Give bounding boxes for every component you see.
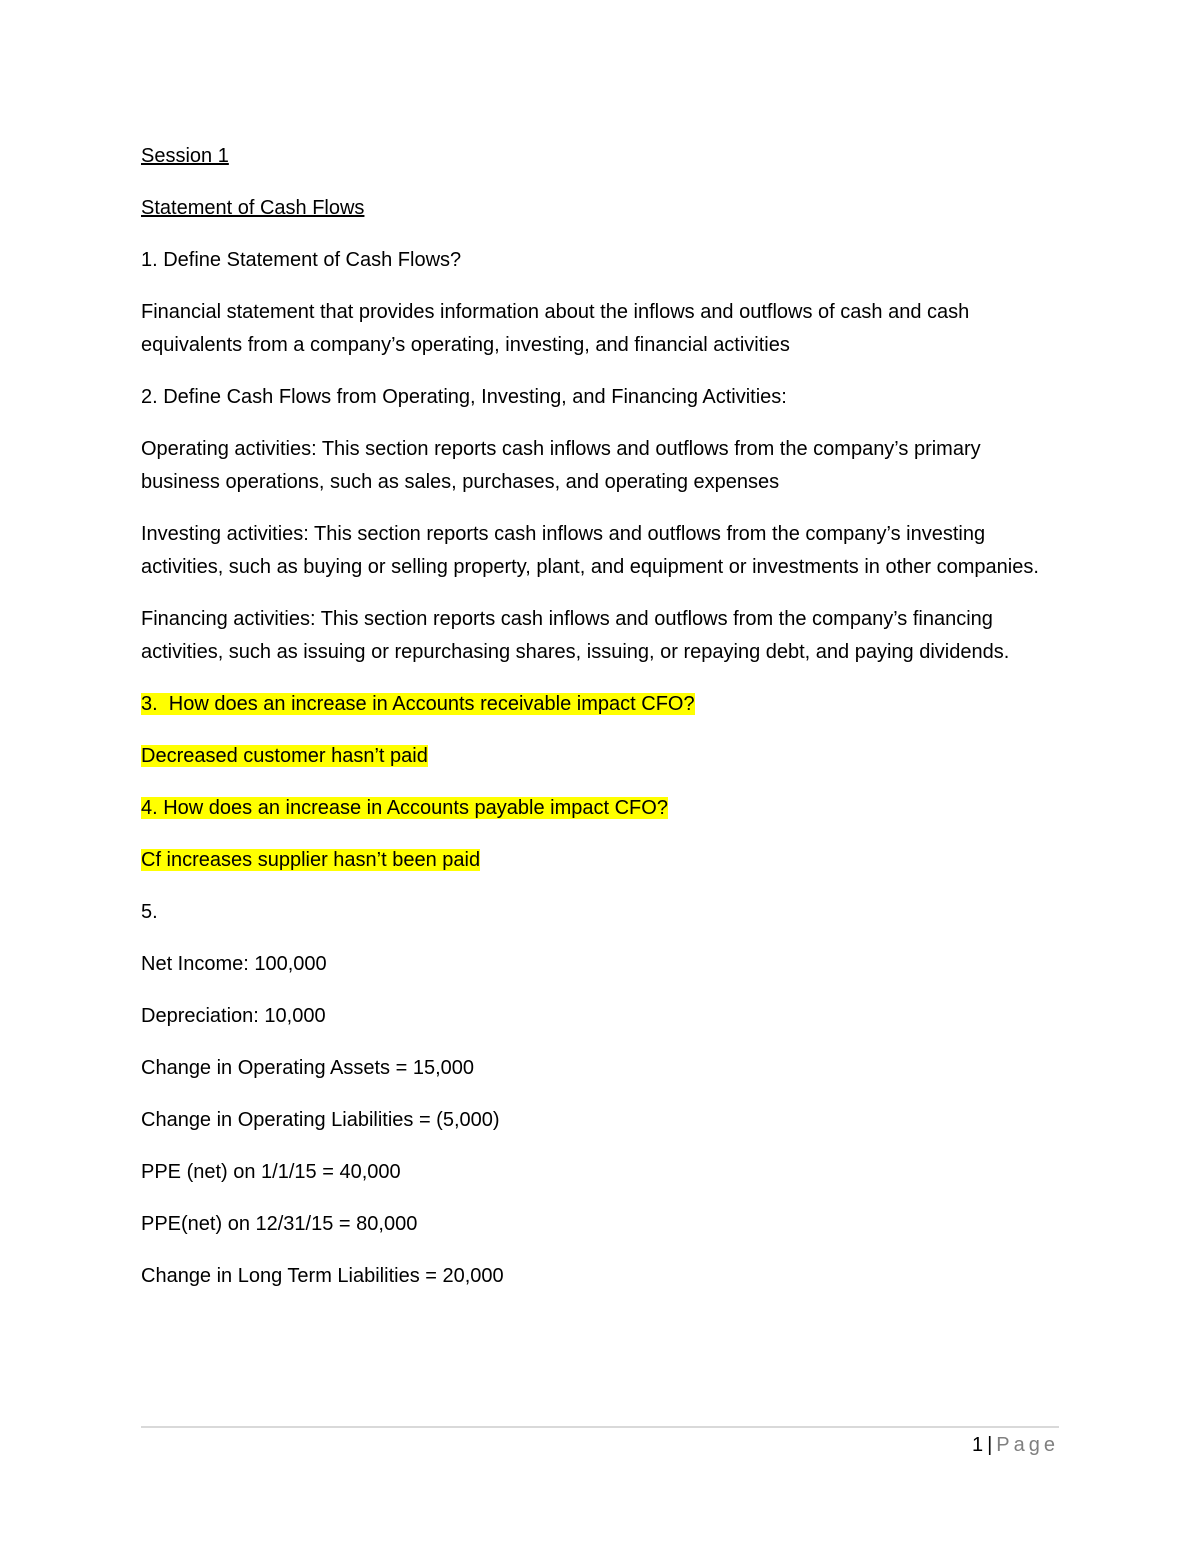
session-heading: Session 1 (141, 145, 229, 167)
item-ppe-end: PPE(net) on 12/31/15 = 80,000 (141, 1213, 418, 1235)
document-body (141, 140, 1061, 1312)
page-label: Page (996, 1434, 1059, 1456)
answer-3: Decreased customer hasn’t paid (141, 745, 428, 767)
question-3: 3. How does an increase in Accounts receivable impact CFO? (141, 693, 695, 715)
item-depreciation: Depreciation: 10,000 (141, 1005, 326, 1027)
answer-1: Financial statement that provides information about the inflows and outflows of cash and cash equivalents from a company’s operating, investing, and financial activities (141, 301, 975, 356)
investing-activities: Investing activities: This section reports cash inflows and outflows from the company’s investing activities, such as buying or selling property, plant, and equipment or investments in other companies. (141, 523, 1039, 578)
page-number: 1 (971, 1434, 984, 1456)
question-4: 4. How does an increase in Accounts payable impact CFO? (141, 797, 668, 819)
answer-4: Cf increases supplier hasn’t been paid (141, 849, 481, 871)
item-ppe-start: PPE (net) on 1/1/15 = 40,000 (141, 1161, 401, 1183)
page-footer (972, 1430, 1059, 1460)
footer-separator: | (987, 1434, 993, 1456)
question-5: 5. (141, 901, 158, 923)
question-2: 2. Define Cash Flows from Operating, Investing, and Financing Activities: (141, 386, 787, 408)
footer-divider (141, 1426, 1059, 1428)
operating-activities: Operating activities: This section reports cash inflows and outflows from the company’s primary business operations, such as sales, purchases, and operating expenses (141, 438, 987, 493)
question-1: 1. Define Statement of Cash Flows? (141, 249, 462, 271)
item-change-operating-liabilities: Change in Operating Liabilities = (5,000) (141, 1109, 500, 1131)
financing-activities: Financing activities: This section reports cash inflows and outflows from the company’s financing activities, such as issuing or repurchasing shares, issuing, or repaying debt, and paying dividends. (141, 608, 1010, 663)
item-net-income: Net Income: 100,000 (141, 953, 327, 975)
item-change-long-term-liabilities: Change in Long Term Liabilities = 20,000 (141, 1265, 504, 1287)
item-change-operating-assets: Change in Operating Assets = 15,000 (141, 1057, 475, 1079)
topic-heading: Statement of Cash Flows (141, 197, 365, 219)
